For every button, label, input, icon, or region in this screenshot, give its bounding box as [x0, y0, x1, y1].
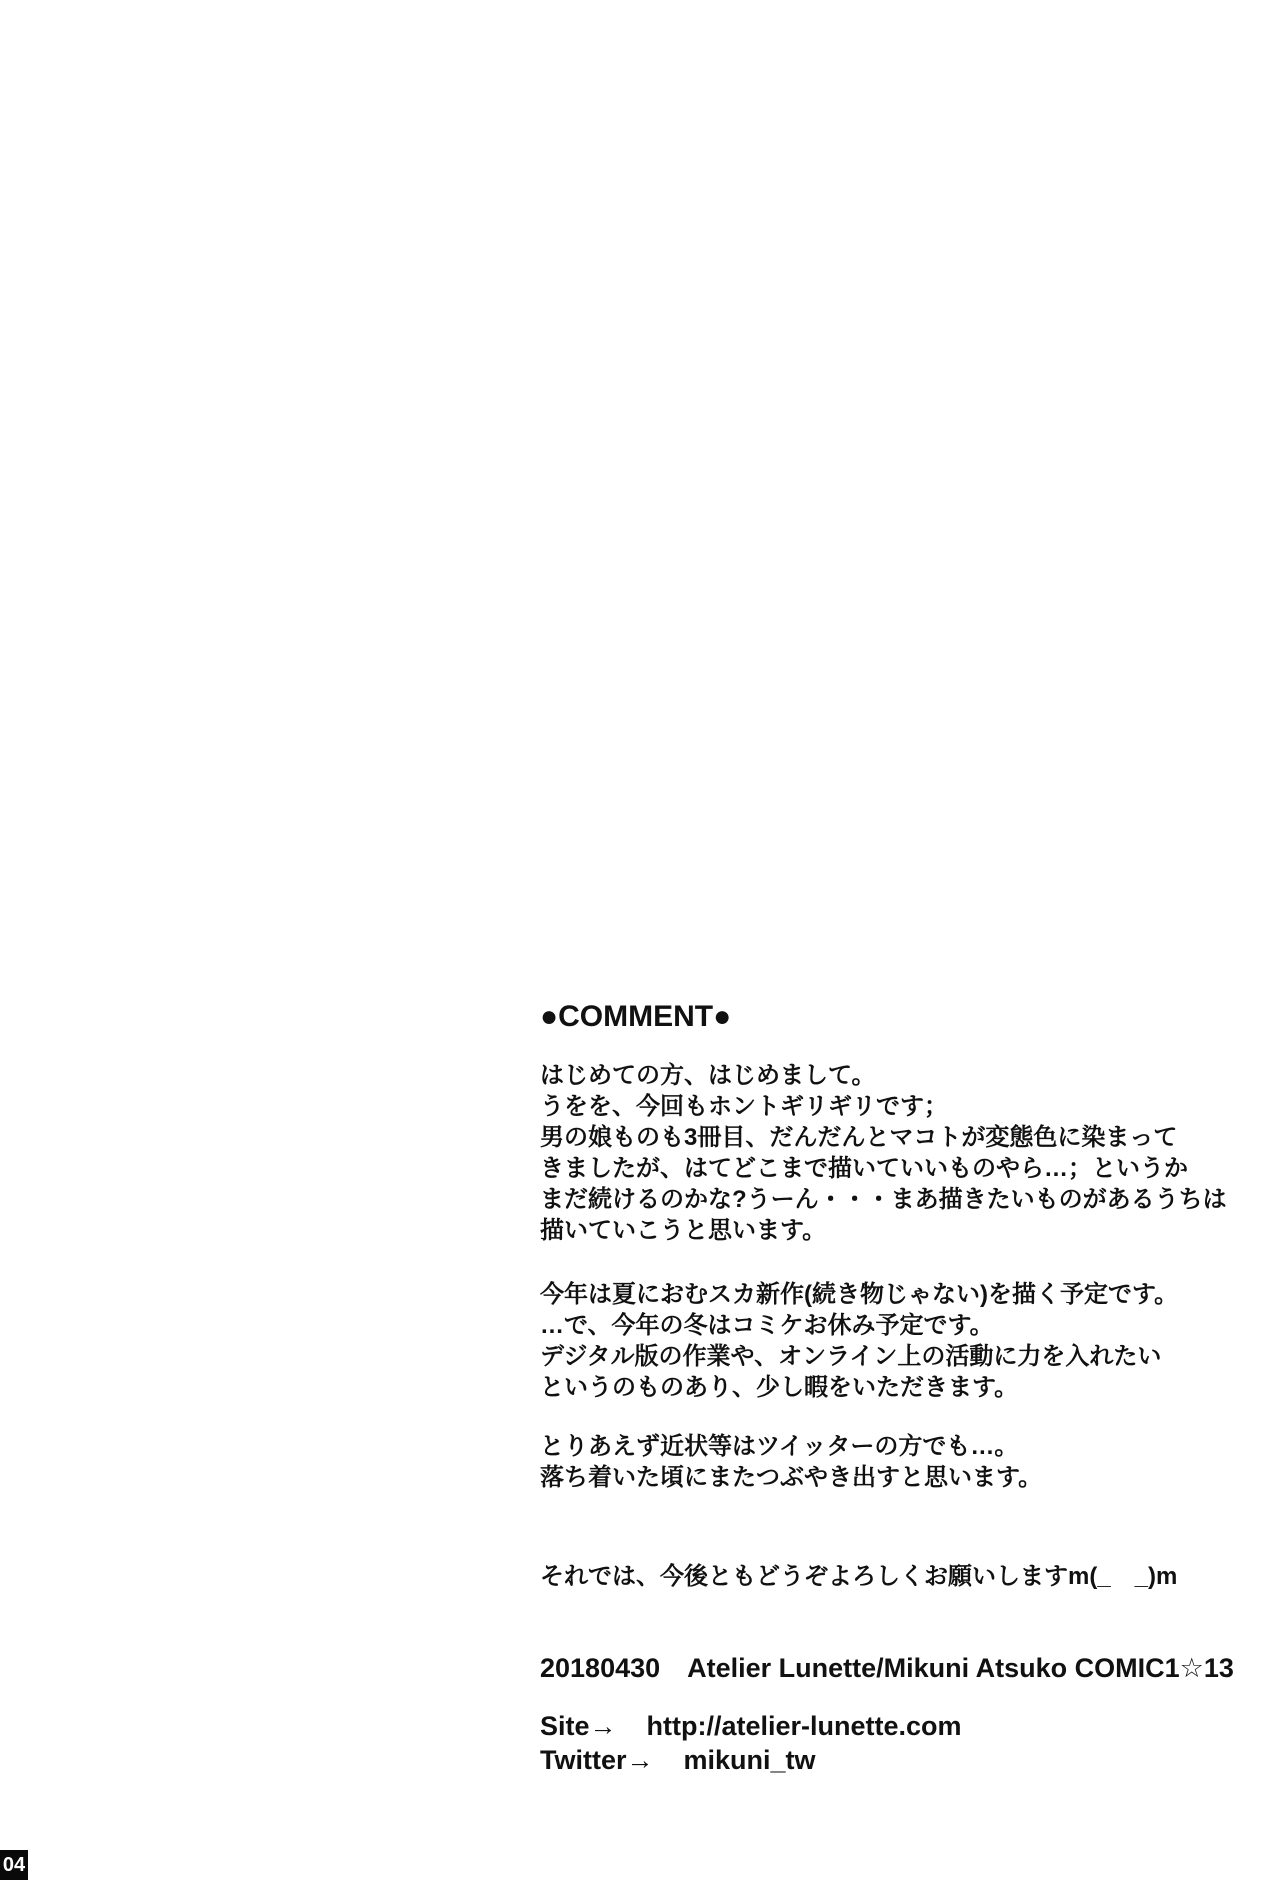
closing-line: それでは、今後ともどうぞよろしくお願いしますm(_ _)m: [540, 1563, 1178, 1590]
twitter-line: [540, 1743, 962, 1777]
site-line: [540, 1709, 962, 1743]
text-line: 今年は夏におむスカ新作(続き物じゃない)を描く予定です。: [540, 1281, 1179, 1308]
twitter-handle: mikuni_tw: [683, 1745, 816, 1775]
text-line: はじめての方、はじめまして。: [540, 1062, 876, 1089]
text-line: デジタル版の作業や、オンライン上の活動に力を入れたい: [540, 1343, 1162, 1370]
paragraph-greeting: [540, 1060, 1227, 1246]
credit-line: 20180430 Atelier Lunette/Mikuni Atsuko COMIC1☆13: [540, 1653, 1234, 1683]
text-line: …で、今年の冬はコミケお休み予定です。: [540, 1312, 994, 1339]
paragraph-twitter: [540, 1431, 1042, 1493]
twitter-label: Twitter→: [540, 1745, 654, 1775]
text-line: うをを、今回もホントギリギリです；: [540, 1093, 948, 1120]
text-line: というのものあり、少し暇をいただきます。: [540, 1374, 1019, 1401]
text-line: とりあえず近状等はツイッターの方でも…。: [540, 1433, 1019, 1460]
text-line: 描いていこうと思います。: [540, 1217, 827, 1244]
text-line: まだ続けるのかな?うーん・・・まあ描きたいものがあるうちは: [540, 1186, 1227, 1213]
site-label: Site→: [540, 1711, 617, 1741]
page-number-badge: 04: [0, 1850, 28, 1880]
comment-header: ●COMMENT●: [540, 1000, 732, 1033]
text-line: 落ち着いた頃にまたつぶやき出すと思います。: [540, 1464, 1043, 1491]
text-line: 男の娘ものも3冊目、だんだんとマコトが変態色に染まって: [540, 1124, 1178, 1151]
site-url: http://atelier-lunette.com: [646, 1711, 962, 1741]
contact-links: [540, 1709, 962, 1777]
text-line: きましたが、はてどこまで描いていいものやら…；というか: [540, 1155, 1188, 1182]
paragraph-plans: [540, 1279, 1178, 1403]
